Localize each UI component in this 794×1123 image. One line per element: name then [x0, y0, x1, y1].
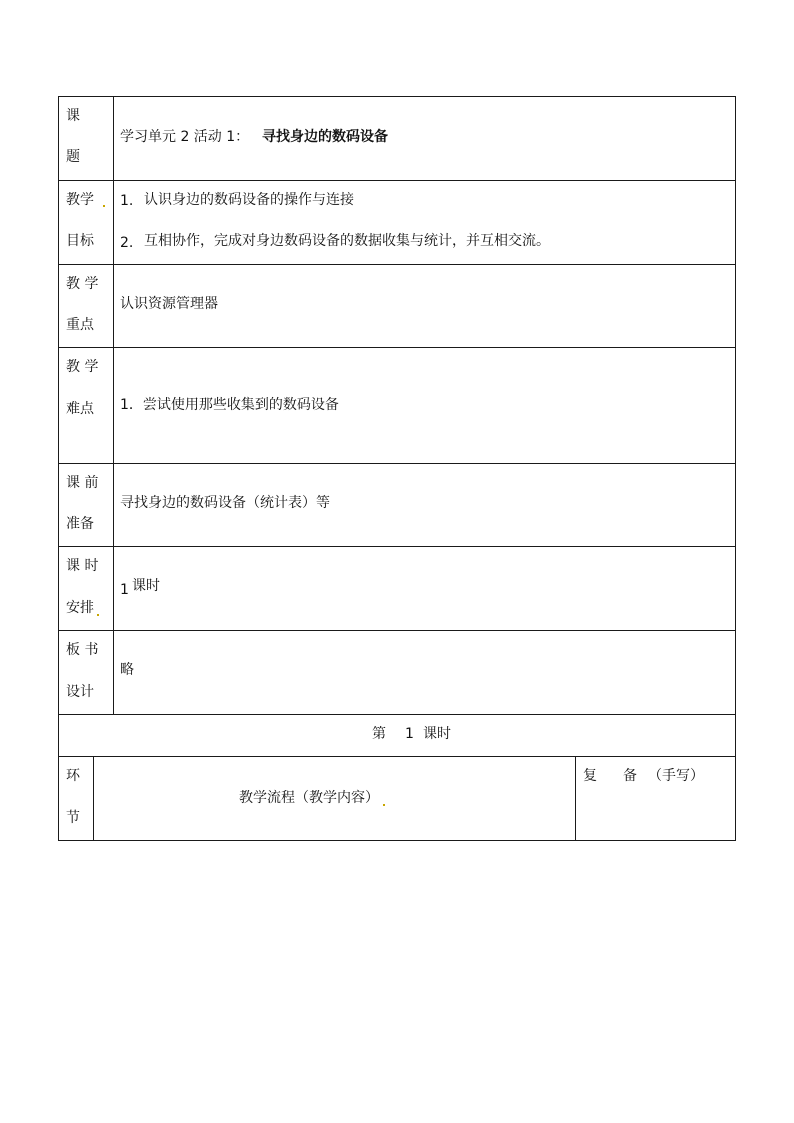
- board-design-text: 略: [120, 662, 134, 678]
- objective-number: 2.: [120, 235, 134, 251]
- schedule-label-1: 课 时: [66, 558, 99, 574]
- notes-label-2: 备: [623, 768, 637, 784]
- difficulties-text: 1．尝试使用那些收集到的数码设备: [120, 397, 339, 413]
- row-divider: [58, 264, 736, 265]
- row-divider: [58, 347, 736, 348]
- board-design-label-1: 板 书: [66, 642, 99, 658]
- stage-column-divider: [93, 756, 94, 840]
- topic-label-1: 课: [66, 108, 80, 124]
- preparation-label-2: 准备: [66, 516, 94, 532]
- topic-prefix: 学习单元 2 活动 1：: [120, 129, 250, 145]
- schedule-number: 1: [120, 582, 129, 598]
- process-header: 教学流程（教学内容）: [239, 790, 379, 806]
- session-number: 1: [405, 726, 414, 742]
- objective-text: 认识身边的数码设备的操作与连接: [144, 192, 354, 208]
- preparation-text: 寻找身边的数码设备（统计表）等: [120, 495, 330, 511]
- session-prefix: 第: [372, 726, 386, 742]
- row-divider: [58, 630, 736, 631]
- mark-dot: [97, 614, 99, 616]
- topic-title: 寻找身边的数码设备: [262, 129, 388, 145]
- row-divider: [58, 546, 736, 547]
- stage-label-2: 节: [66, 810, 80, 826]
- mark-dot: [383, 804, 385, 806]
- table-border-bottom: [58, 840, 736, 841]
- difficulties-label-2: 难点: [66, 401, 94, 417]
- stage-label-1: 环: [66, 768, 80, 784]
- key-points-label-2: 重点: [66, 317, 94, 333]
- objectives-label-2: 目标: [66, 233, 94, 249]
- row-divider: [58, 756, 736, 757]
- table-border-left: [58, 96, 59, 841]
- key-points-text: 认识资源管理器: [120, 296, 218, 312]
- notes-label-3: （手写）: [648, 768, 704, 784]
- table-border-right: [735, 96, 736, 841]
- row-divider: [58, 180, 736, 181]
- row-divider: [58, 463, 736, 464]
- board-design-label-2: 设计: [66, 684, 94, 700]
- row-divider: [58, 714, 736, 715]
- objectives-label-1: 教学: [66, 192, 94, 208]
- notes-label-1: 复: [583, 768, 597, 784]
- objective-number: 1.: [120, 193, 134, 209]
- session-suffix: 课时: [423, 726, 451, 742]
- topic-label-2: 题: [66, 149, 80, 165]
- schedule-label-2: 安排: [66, 600, 94, 616]
- table-border-top: [58, 96, 736, 97]
- key-points-label-1: 教 学: [66, 276, 99, 292]
- objective-text: 互相协作，完成对身边数码设备的数据收集与统计，并互相交流。: [144, 233, 550, 249]
- mark-dot: [103, 205, 105, 207]
- schedule-text: 课时: [132, 578, 160, 594]
- label-column-divider: [113, 96, 114, 714]
- difficulties-label-1: 教 学: [66, 359, 99, 375]
- notes-column-divider: [575, 756, 576, 840]
- preparation-label-1: 课 前: [66, 475, 99, 491]
